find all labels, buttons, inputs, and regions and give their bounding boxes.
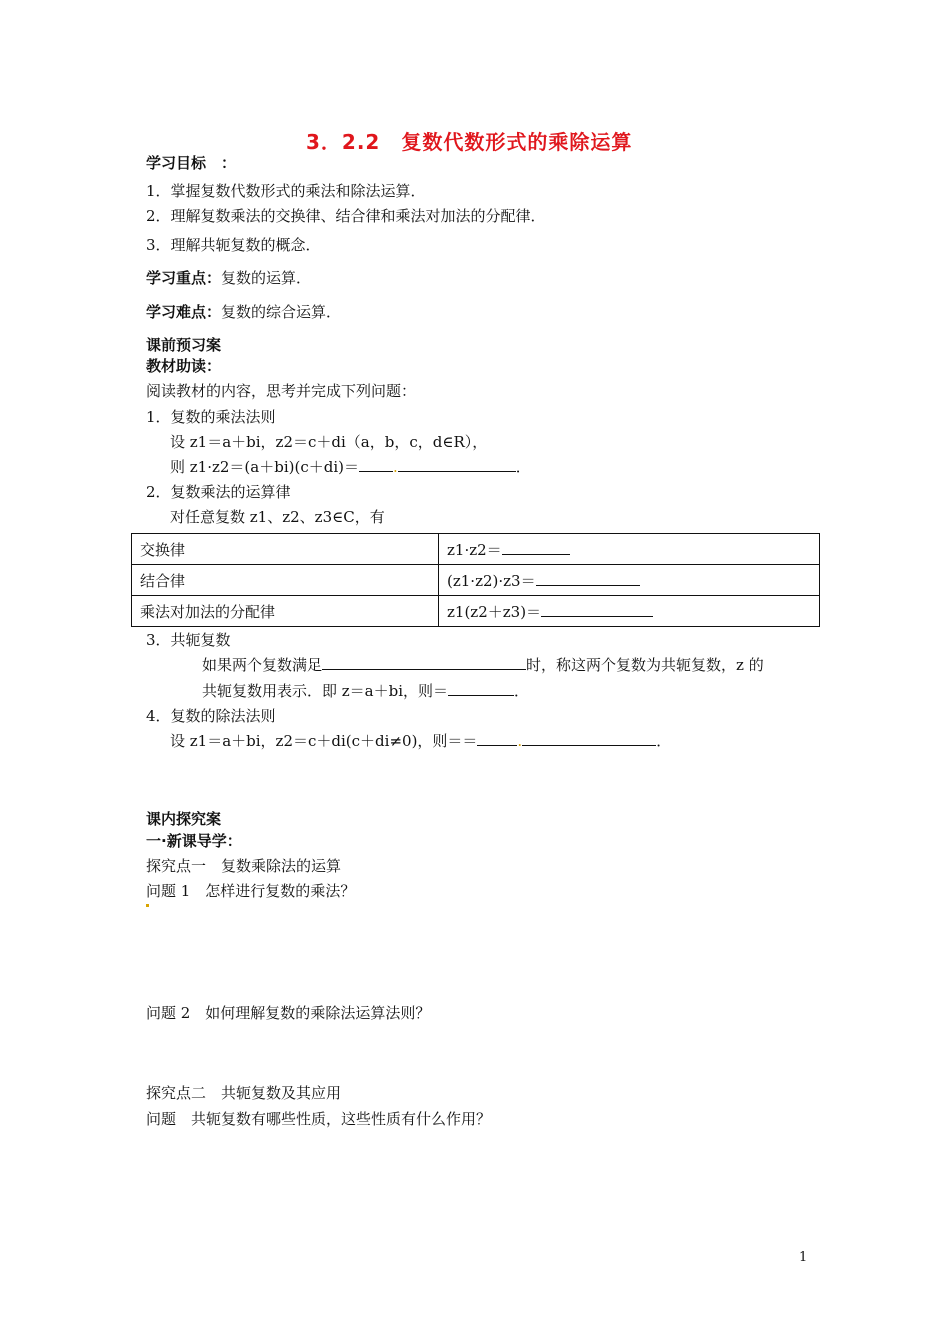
q1-line1: 设 z1＝a＋bi，z2＝c＋di（a，b，c，d∈R）， xyxy=(170,433,488,451)
preview-heading: 课前预习案 xyxy=(146,336,222,354)
q4-line1-row xyxy=(170,731,671,751)
q2-title: 2．复数乘法的运算律 xyxy=(146,483,291,501)
q3-title: 3．共轭复数 xyxy=(146,631,231,649)
division-blank-a[interactable] xyxy=(477,731,517,746)
law-formula-cell xyxy=(439,565,820,596)
law-formula: (z1·z2)·z3＝ xyxy=(447,571,536,590)
q3-line2-row xyxy=(202,681,529,701)
q1-answer-blank-b[interactable] xyxy=(398,457,516,472)
inclass-section: 一·新课导学： xyxy=(146,832,242,850)
distributive-blank[interactable] xyxy=(541,602,653,617)
law-name: 结合律 xyxy=(132,565,439,596)
key-point-text: 复数的运算． xyxy=(221,269,312,287)
q3-line1-row xyxy=(202,655,764,675)
period-mark: ． xyxy=(656,732,672,750)
table-row xyxy=(132,565,820,596)
q3-line2: 共轭复数用表示．即 z＝a＋bi，则＝ xyxy=(202,682,449,700)
difficulty-label: 学习难点： xyxy=(146,303,222,321)
law-name: 交换律 xyxy=(132,534,439,565)
q3-line1-b: 时，称这两个复数为共轭复数，z 的 xyxy=(526,656,764,674)
law-formula-cell xyxy=(439,534,820,565)
division-blank-b[interactable] xyxy=(522,731,656,746)
difficulty xyxy=(146,302,341,322)
q3-line1-a: 如果两个复数满足 xyxy=(202,656,323,674)
marker-dot: . xyxy=(392,458,398,476)
period-mark: ． xyxy=(515,458,531,476)
page-number: 1 xyxy=(799,1250,808,1265)
preview-sub-heading: 教材助读： xyxy=(146,357,222,375)
goal-item-1: 1．掌握复数代数形式的乘法和除法运算． xyxy=(146,182,426,200)
goal-item-2: 2．理解复数乘法的交换律、结合律和乘法对加法的分配律． xyxy=(146,207,546,225)
q1-line2-row xyxy=(170,457,531,477)
law-formula-cell xyxy=(439,596,820,627)
marker-dot: . xyxy=(517,732,523,750)
key-point xyxy=(146,268,311,288)
q1-line2: 则 z1·z2＝(a＋bi)(c＋di)＝ xyxy=(170,458,359,476)
multiplication-laws-table xyxy=(131,533,820,627)
goals-heading: 学习目标 ： xyxy=(146,154,237,172)
page-title: 3．2.2 复数代数形式的乘除运算 xyxy=(306,130,633,154)
q1-answer-blank-a[interactable] xyxy=(359,457,393,472)
explore-point-1: 探究点一 复数乘除法的运算 xyxy=(146,857,342,875)
conjugate-condition-blank[interactable] xyxy=(322,655,526,670)
q2-line1: 对任意复数 z1、z2、z3∈C，有 xyxy=(170,508,385,526)
marker-dot xyxy=(146,904,149,907)
law-formula: z1·z2＝ xyxy=(447,540,502,559)
question-2: 问题 2 如何理解复数的乘除法运算法则？ xyxy=(146,1004,431,1022)
law-name: 乘法对加法的分配律 xyxy=(132,596,439,627)
table-row xyxy=(132,534,820,565)
law-formula: z1(z2＋z3)＝ xyxy=(447,602,542,621)
inclass-heading: 课内探究案 xyxy=(146,810,222,828)
difficulty-text: 复数的综合运算． xyxy=(221,303,342,321)
q4-line1: 设 z1＝a＋bi，z2＝c＋di(c＋di≠0)，则＝＝ xyxy=(170,732,478,750)
key-point-label: 学习重点： xyxy=(146,269,222,287)
table-row xyxy=(132,596,820,627)
commutative-blank[interactable] xyxy=(502,540,570,555)
associative-blank[interactable] xyxy=(536,571,640,586)
q1-title: 1．复数的乘法法则 xyxy=(146,408,276,426)
explore-point-2: 探究点二 共轭复数及其应用 xyxy=(146,1084,342,1102)
goal-item-3: 3．理解共轭复数的概念． xyxy=(146,236,321,254)
q4-title: 4．复数的除法法则 xyxy=(146,707,276,725)
preview-intro: 阅读教材的内容，思考并完成下列问题： xyxy=(146,382,417,400)
period-mark: ． xyxy=(514,682,530,700)
conjugate-blank[interactable] xyxy=(448,681,514,696)
question-1: 问题 1 怎样进行复数的乘法？ xyxy=(146,882,356,900)
question-3: 问题 共轭复数有哪些性质，这些性质有什么作用？ xyxy=(146,1110,492,1128)
